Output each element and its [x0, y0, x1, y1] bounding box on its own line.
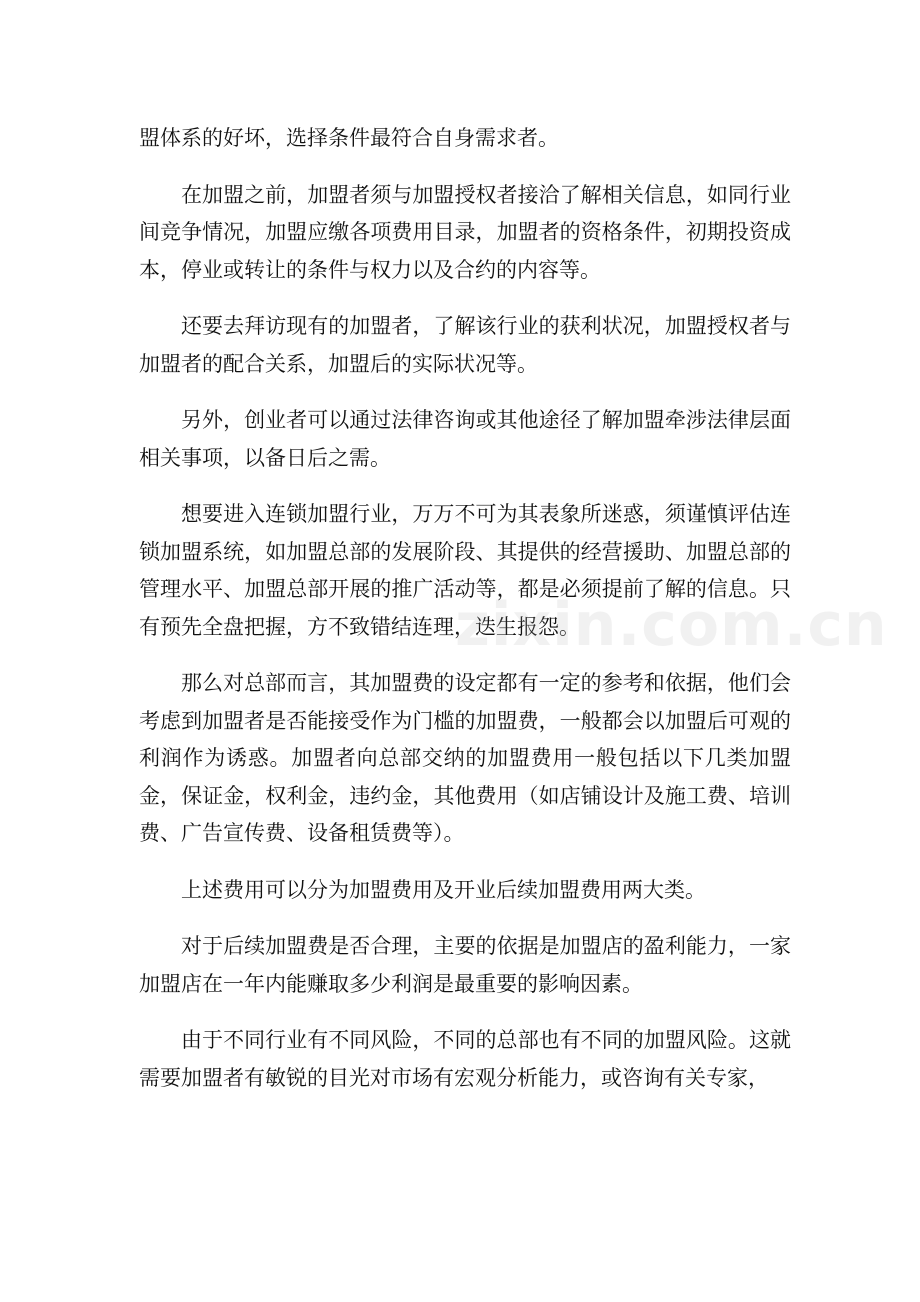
paragraph-2: 在加盟之前，加盟者须与加盟授权者接洽了解相关信息，如同行业间竞争情况，加盟应缴各项费用目录，加盟者的资格条件，初期投资成本，停业或转让的条件与权力以及合约的内容等。 — [139, 182, 791, 282]
paragraph-9: 由于不同行业有不同风险，不同的总部也有不同的加盟风险。这就需要加盟者有敏锐的目光对市场有宏观分析能力，或咨询有关专家， — [139, 1028, 791, 1090]
paragraph-8: 对于后续加盟费是否合理，主要的依据是加盟店的盈利能力，一家加盟店在一年内能赚取多少利润是最重要的影响因素。 — [139, 934, 791, 996]
watermark: zixin.com.cn — [455, 590, 888, 660]
paragraph-7: 上述费用可以分为加盟费用及开业后续加盟费用两大类。 — [181, 877, 706, 902]
paragraph-5: 想要进入连锁加盟行业，万万不可为其表象所迷惑，须谨慎评估连锁加盟系统，如加盟总部的发展阶段、其提供的经营援助、加盟总部的管理水平、加盟总部开展的推广活动等，都是必须提前了解的信息。只有预先全盘把握，方不致错结连理，迭生报怨。 — [139, 502, 791, 639]
paragraph-6: 那么对总部而言，其加盟费的设定都有一定的参考和依据，他们会考虑到加盟者是否能接受作为门槛的加盟费，一般都会以加盟后可观的利润作为诱惑。加盟者向总部交纳的加盟费用一般包括以下几类加盟金，保证金，权利金，违约金，其他费用（如店铺设计及施工费、培训费、广告宣传费、设备租赁费等）。 — [139, 671, 791, 845]
paragraph-1: 盟体系的好坏，选择条件最符合自身需求者。 — [139, 126, 559, 150]
document-body — [139, 120, 791, 1116]
paragraph-4: 另外，创业者可以通过法律咨询或其他途径了解加盟牵涉法律层面相关事项，以备日后之需。 — [139, 408, 791, 470]
paragraph-3: 还要去拜访现有的加盟者，了解该行业的获利状况，加盟授权者与加盟者的配合关系，加盟后的实际状况等。 — [139, 314, 791, 376]
